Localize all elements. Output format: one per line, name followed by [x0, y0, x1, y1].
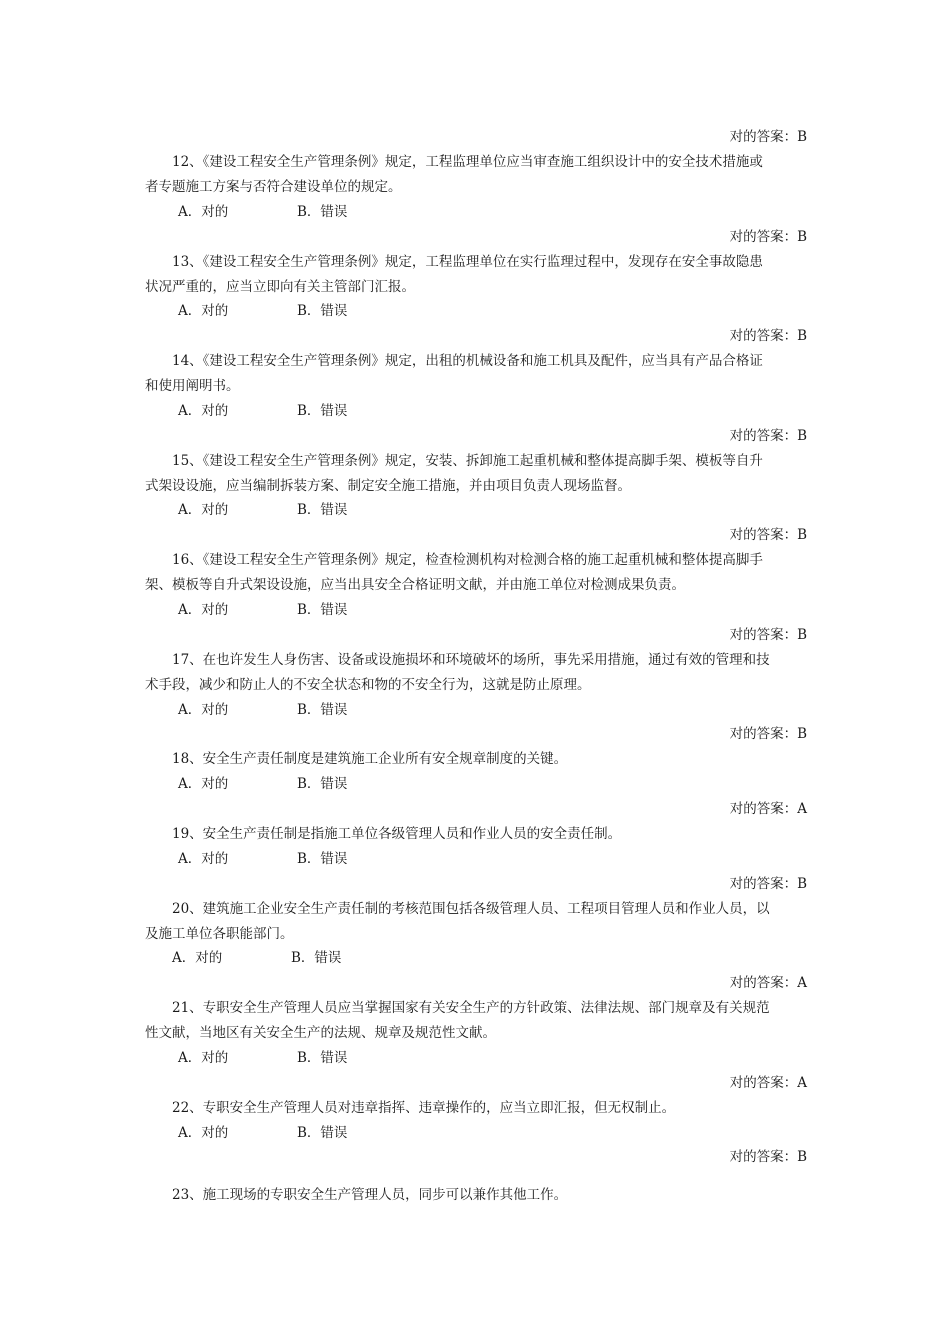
option-b: B．错误: [297, 403, 348, 419]
answer-line: 对的答案：B: [729, 726, 807, 742]
option-a: A．对的: [178, 851, 229, 867]
question-15-line1: 15、《建设工程安全生产管理条例》规定，安装、拆卸施工起重机械和整体提高脚手架、模板等自升: [172, 453, 763, 469]
question-19-line1: 19、安全生产责任制是指施工单位各级管理人员和作业人员的安全责任制。: [172, 826, 622, 842]
option-a: A．对的: [178, 1050, 229, 1066]
answer-line: 对的答案：A: [729, 1075, 807, 1091]
question-13-line2: 状况严重的，应当立即向有关主管部门汇报。: [145, 279, 415, 295]
option-b: B．错误: [297, 602, 348, 618]
option-b: B．错误: [297, 502, 348, 518]
answer-line: 对的答案：A: [729, 975, 807, 991]
question-17-line1: 17、在也许发生人身伤害、设备或设施损坏和环境破坏的场所，事先采用措施，通过有效的管理和技: [172, 652, 770, 668]
option-a: A．对的: [178, 303, 229, 319]
question-17-line2: 术手段，减少和防止人的不安全状态和物的不安全行为，这就是防止原理。: [145, 677, 591, 693]
answer-line: 对的答案：B: [729, 527, 807, 543]
option-a: A．对的: [178, 502, 229, 518]
answer-line: 对的答案：B: [729, 229, 807, 245]
option-b: B．错误: [297, 1125, 348, 1141]
option-b: B．错误: [297, 204, 348, 220]
answer-line: 对的答案：B: [729, 129, 807, 145]
option-b: B．错误: [297, 702, 348, 718]
option-b: B．错误: [297, 1050, 348, 1066]
question-21-line2: 性文献，当地区有关安全生产的法规、规章及规范性文献。: [145, 1025, 496, 1041]
option-a: A．对的: [178, 776, 229, 792]
question-22-line1: 22、专职安全生产管理人员对违章指挥、违章操作的，应当立即汇报，但无权制止。: [172, 1100, 676, 1116]
question-13-line1: 13、《建设工程安全生产管理条例》规定，工程监理单位在实行监理过程中，发现存在安全事故隐患: [172, 254, 763, 270]
question-15-line2: 式架设设施，应当编制拆装方案、制定安全施工措施，并由项目负责人现场监督。: [145, 478, 631, 494]
question-23-line1: 23、施工现场的专职安全生产管理人员，同步可以兼作其他工作。: [172, 1187, 568, 1203]
option-b: B．错误: [291, 950, 342, 966]
option-b: B．错误: [297, 776, 348, 792]
question-16-line1: 16、《建设工程安全生产管理条例》规定，检查检测机构对检测合格的施工起重机械和整体提高脚手: [172, 552, 763, 568]
answer-line: 对的答案：A: [729, 801, 807, 817]
option-b: B．错误: [297, 303, 348, 319]
answer-line: 对的答案：B: [729, 428, 807, 444]
option-a: A．对的: [172, 950, 223, 966]
option-a: A．对的: [178, 602, 229, 618]
question-21-line1: 21、专职安全生产管理人员应当掌握国家有关安全生产的方针政策、法律法规、部门规章及有关规范: [172, 1000, 770, 1016]
option-b: B．错误: [297, 851, 348, 867]
question-20-line1: 20、建筑施工企业安全生产责任制的考核范围包括各级管理人员、工程项目管理人员和作业人员，以: [172, 901, 770, 917]
answer-line: 对的答案：B: [729, 627, 807, 643]
question-14-line1: 14、《建设工程安全生产管理条例》规定，出租的机械设备和施工机具及配件，应当具有产品合格证: [172, 353, 763, 369]
option-a: A．对的: [178, 1125, 229, 1141]
question-12-line2: 者专题施工方案与否符合建设单位的规定。: [145, 179, 402, 195]
answer-line: 对的答案：B: [729, 1149, 807, 1165]
option-a: A．对的: [178, 204, 229, 220]
answer-line: 对的答案：B: [729, 328, 807, 344]
question-12-line1: 12、《建设工程安全生产管理条例》规定，工程监理单位应当审查施工组织设计中的安全技术措施或: [172, 154, 763, 170]
question-20-line2: 及施工单位各职能部门。: [145, 926, 294, 942]
option-a: A．对的: [178, 403, 229, 419]
answer-line: 对的答案：B: [729, 876, 807, 892]
option-a: A．对的: [178, 702, 229, 718]
question-14-line2: 和使用阐明书。: [145, 378, 240, 394]
question-18-line1: 18、安全生产责任制度是建筑施工企业所有安全规章制度的关键。: [172, 751, 568, 767]
question-16-line2: 架、模板等自升式架设设施，应当出具安全合格证明文献，并由施工单位对检测成果负责。: [145, 577, 685, 593]
